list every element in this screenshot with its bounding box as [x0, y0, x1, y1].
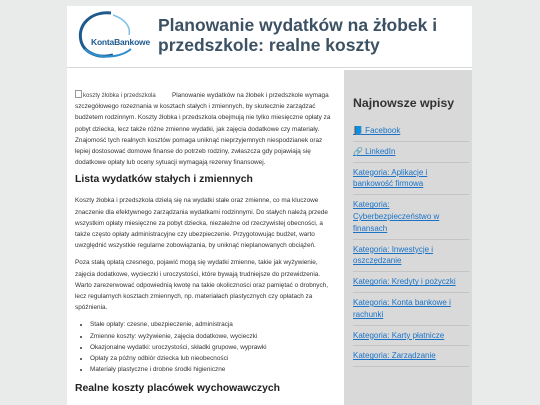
site-logo[interactable]: [73, 9, 150, 61]
sidebar-title: Najnowsze wpisy: [353, 96, 455, 110]
broken-image-icon: [75, 90, 82, 98]
logo-text: KontaBankowe: [91, 37, 150, 47]
intro-text: Planowanie wydatków na żłobek i przedszkole wymaga szczegółowego rozeznania w kosztach stałych i zmiennych, by skutecznie zarządzać budżetem rodzinnym. Koszty żłobka i przedszkola obejmują nie tylko miesięczne opłaty za pobyt dziecka, lecz także różne zmienne wydatki, jak zajęcia dodatkowe czy materiały. Znajomość tych realnych kosztów pomaga uniknąć nieprzyjemnych niespodzianek oraz lepiej dostosować domowe finanse do potrzeb rodziny, zwłaszcza gdy pojawiają się dodatkowe opłaty lub oceny sytuacji wymagają rezerwy finansowej.: [75, 92, 331, 167]
category-link[interactable]: Kategoria: Kredyty i pożyczki: [353, 277, 456, 287]
list-item: • Okazjonalne wydatki: uroczystości, składki grupowe, wyprawki: [90, 342, 338, 353]
sidebar-list: [353, 121, 469, 367]
sidebar-item-category: [353, 163, 469, 196]
sidebar-item-category: [353, 293, 469, 326]
sidebar-item-category: [353, 240, 469, 273]
logo-swoosh-icon: [73, 9, 145, 61]
category-link[interactable]: Kategoria: Inwestycje i oszczędzanie: [353, 244, 434, 266]
intro-paragraph: [75, 90, 338, 168]
expense-list: [75, 319, 338, 375]
category-link[interactable]: Kategoria: Karty płatnicze: [353, 330, 445, 340]
list-item: • Materiały plastyczne i drobne środki higieniczne: [90, 364, 338, 375]
sidebar-item-linkedin: [353, 142, 469, 163]
sidebar-item-category: [353, 195, 469, 239]
page: [67, 6, 472, 405]
list-item: • Zmienne koszty: wyżywienie, zajęcia dodatkowe, wycieczki: [90, 331, 338, 342]
list-item: • Opłaty za późny odbiór dziecka lub nieobecności: [90, 353, 338, 364]
site-header: [67, 6, 472, 68]
linkedin-link[interactable]: 🔗 LinkedIn: [353, 146, 396, 156]
sidebar-item-category: [353, 272, 469, 293]
article-image: [75, 90, 170, 100]
category-link[interactable]: Kategoria: Konta bankowe i rachunki: [353, 297, 451, 319]
category-link[interactable]: Kategoria: Cyberbezpieczeństwo w finansach: [353, 200, 440, 233]
sidebar-item-category: [353, 326, 469, 347]
facebook-link[interactable]: 📘 Facebook: [353, 126, 401, 135]
sidebar: [344, 70, 472, 405]
article: [75, 90, 338, 404]
section-heading-2: Realne koszty placówek wychowawczych: [75, 383, 281, 395]
page-title: Planowanie wydatków na żłobek i przedszkole: realne koszty: [158, 15, 438, 55]
paragraph-2: Koszty żłobka i przedszkola dzielą się na wydatki stałe oraz zmienne, co ma kluczowe znaczenie dla efektywnego zarządzania wydatkami rodzinnymi. Do stałych należą przede wszystkim opłaty miesięczne za pobyt dziecka, niezależne od rzeczywistej obecności, a także często opłaty administracyjne czy ubezpieczenie. Przygotowując budżet, warto uwzględnić wszystkie regularne zobowiązania, by uniknąć nieplanowanych obciążeń.: [75, 197, 328, 250]
sidebar-item-category: [353, 346, 469, 367]
list-item: • Stałe opłaty: czesne, ubezpieczenie, administracja: [90, 319, 338, 330]
category-link[interactable]: Kategoria: Aplikacje i bankowość firmowa: [353, 167, 428, 189]
image-alt-text: koszty żłobka i przedszkola: [83, 93, 156, 99]
category-link[interactable]: Kategoria: Zarządzanie: [353, 351, 436, 361]
sidebar-item-facebook: [353, 121, 469, 142]
section-heading-1: Lista wydatków stałych i zmiennych: [75, 174, 253, 186]
paragraph-3: Poza stałą opłatą czesnego, pojawić mogą się wydatki zmienne, takie jak wyżywienie, zajęcia dodatkowe, wycieczki i uroczystości, które bywają trudniejsze do przewidzenia. Warto zarezerwować odpowiednią kwotę na takie okoliczności oraz pamiętać o drobnych, lecz regularnych kosztach zmiennych, np. materiałach plastycznych czy opłatach za spóźnienia.: [75, 259, 329, 312]
